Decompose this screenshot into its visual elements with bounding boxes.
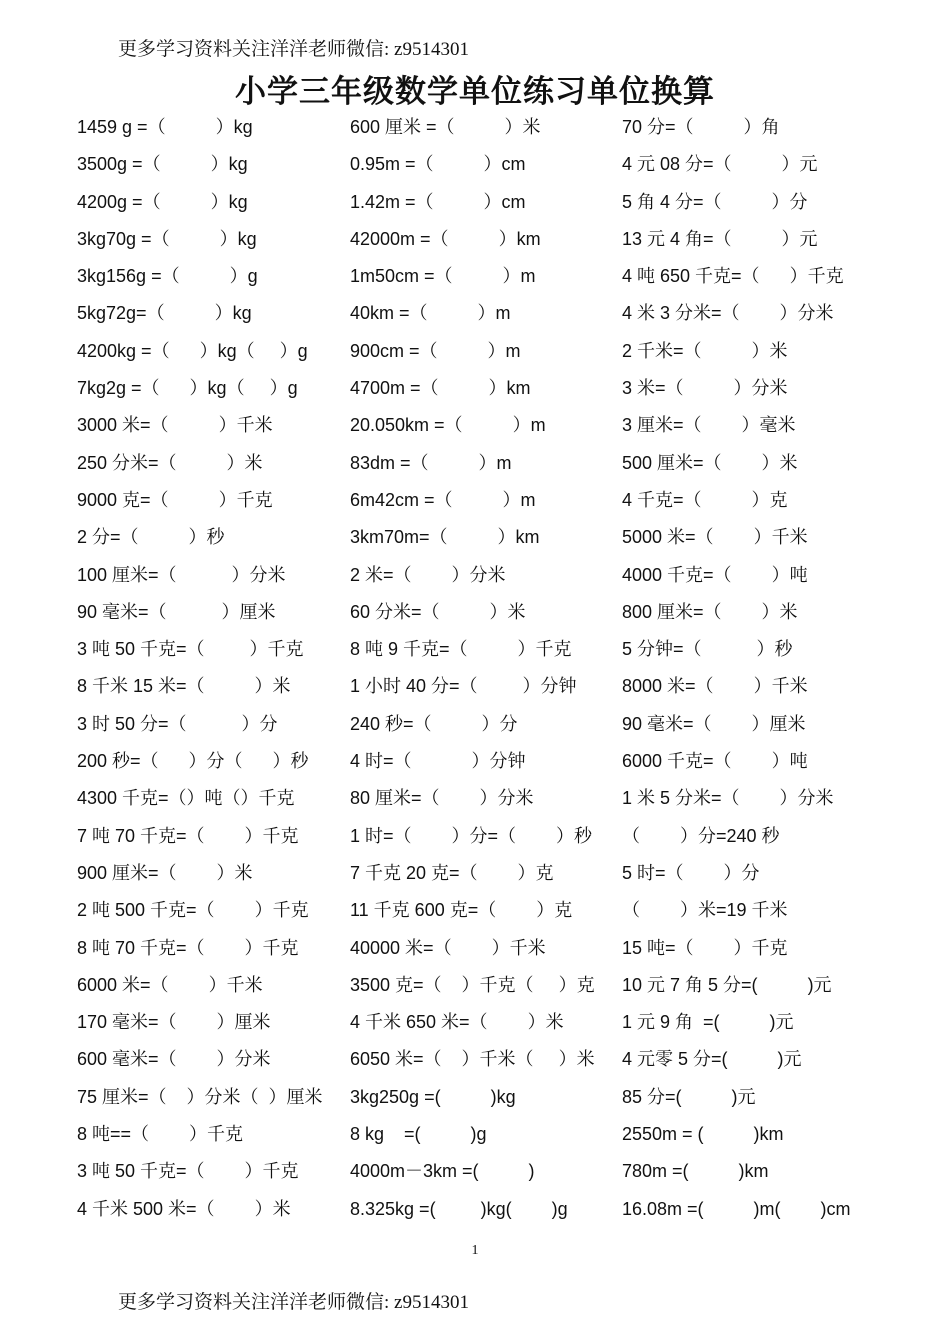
- exercise-item: 20.050km =（ ）m: [350, 415, 546, 436]
- exercise-item: 250 分米=（ ）米: [77, 452, 263, 473]
- header-note: 更多学习资料关注洋洋老师微信: z9514301: [118, 39, 469, 60]
- exercise-item: 4 元 08 分=（ ）元: [622, 154, 818, 175]
- exercise-item: 5 分钟=（ ）秒: [622, 639, 793, 660]
- exercise-item: 83dm =（ ）m: [350, 452, 512, 473]
- exercise-item: 3 厘米=（ ）毫米: [622, 415, 796, 436]
- exercise-column-2: [350, 109, 595, 1228]
- exercise-item: 6050 米=（ ）千米（ ）米: [350, 1049, 595, 1070]
- exercise-item: 5 时=（ ）分: [622, 862, 760, 883]
- exercise-item: 3kg156g =（ ）g: [77, 266, 258, 287]
- page-number: 1: [471, 1243, 479, 1258]
- exercise-item: 3km70m=（ ）km: [350, 527, 540, 548]
- exercise-item: 900 厘米=（ ）米: [77, 862, 253, 883]
- exercise-item: 10 元 7 角 5 分=( )元: [622, 974, 832, 995]
- exercise-item: 16.08m =( )m( )cm: [622, 1198, 851, 1219]
- exercise-item: 100 厘米=（ ）分米: [77, 564, 286, 585]
- exercise-item: 75 厘米=（ ）分米（ ）厘米: [77, 1086, 323, 1107]
- exercise-item: 1.42m =（ ）cm: [350, 191, 526, 212]
- exercise-item: 2 米=（ ）分米: [350, 564, 506, 585]
- exercise-item: 4 时=（ ）分钟: [350, 751, 526, 772]
- exercise-item: 1 米 5 分米=（ ）分米: [622, 788, 834, 809]
- exercise-item: 4200g =（ ）kg: [77, 191, 248, 212]
- exercise-item: 42000m =（ ）km: [350, 228, 541, 249]
- exercise-item: 0.95m =（ ）cm: [350, 154, 526, 175]
- exercise-item: 3 时 50 分=（ ）分: [77, 713, 278, 734]
- exercise-item: 4000m－3km =( ): [350, 1161, 535, 1182]
- exercise-item: 780m =( )km: [622, 1161, 769, 1182]
- footer-note: 更多学习资料关注洋洋老师微信: z9514301: [118, 1292, 469, 1313]
- exercise-item: 1459 g =（ ）kg: [77, 117, 253, 137]
- exercise-item: 900cm =（ ）m: [350, 340, 521, 361]
- exercise-item: 9000 克=（ ）千克: [77, 489, 273, 510]
- exercise-item: 15 吨=（ ）千克: [622, 937, 788, 958]
- exercise-item: 600 厘米 =（ ）米: [350, 117, 541, 137]
- exercise-item: 800 厘米=（ ）米: [622, 601, 798, 622]
- exercise-item: 4 千克=（ ）克: [622, 489, 788, 510]
- exercise-item: 5000 米=（ ）千米: [622, 527, 808, 548]
- exercise-item: 3 吨 50 千克=（ ）千克: [77, 1161, 299, 1182]
- exercise-item: 4700m =（ ）km: [350, 378, 531, 399]
- exercise-item: 2 吨 500 千克=（ ）千克: [77, 900, 309, 921]
- exercise-item: 6000 千克=（ ）吨: [622, 751, 808, 772]
- exercise-item: 3000 米=（ ）千米: [77, 415, 273, 436]
- exercise-item: 1 小时 40 分=（ ）分钟: [350, 676, 577, 697]
- exercise-item: 8 吨==（ ）千克: [77, 1124, 244, 1145]
- exercise-item: 4200kg =（ ）kg（ ）g: [77, 340, 308, 361]
- exercise-column-3: [622, 109, 851, 1228]
- exercise-item: 200 秒=（ ）分（ ）秒: [77, 751, 309, 772]
- exercise-item: 8.325kg =( )kg( )g: [350, 1198, 568, 1219]
- exercise-item: 2 千米=（ ）米: [622, 340, 788, 361]
- exercise-item: 80 厘米=（ ）分米: [350, 788, 534, 809]
- exercise-item: 11 千克 600 克=（ ）克: [350, 900, 573, 921]
- exercise-item: 600 毫米=（ ）分米: [77, 1049, 271, 1070]
- exercise-item: 60 分米=（ ）米: [350, 601, 526, 622]
- exercise-item: 4000 千克=（ ）吨: [622, 564, 808, 585]
- exercise-item: 3kg70g =（ ）kg: [77, 228, 257, 249]
- exercise-column-1: [77, 109, 323, 1228]
- exercise-item: 13 元 4 角=（ ）元: [622, 228, 818, 249]
- exercise-item: 8 吨 70 千克=（ ）千克: [77, 937, 299, 958]
- exercise-item: 170 毫米=（ ）厘米: [77, 1012, 271, 1033]
- exercise-item: 7kg2g =（ ）kg（ ）g: [77, 378, 298, 399]
- exercise-item: 3kg250g =( )kg: [350, 1086, 516, 1107]
- exercise-item: 85 分=( )元: [622, 1086, 756, 1107]
- exercise-item: 40km =（ ）m: [350, 303, 511, 324]
- exercise-item: 4300 千克=（）吨（）千克: [77, 788, 295, 809]
- exercise-item: 4 千米 500 米=（ ）米: [77, 1198, 291, 1219]
- exercise-item: 8 kg =( )g: [350, 1124, 487, 1145]
- exercise-item: 70 分=（ ）角: [622, 117, 780, 137]
- exercise-item: 1 时=（ ）分=（ ）秒: [350, 825, 593, 846]
- exercise-item: 3 米=（ ）分米: [622, 378, 788, 399]
- exercise-item: 3500 克=（ ）千克（ ）克: [350, 974, 595, 995]
- exercise-item: 2 分=（ ）秒: [77, 527, 225, 548]
- exercise-item: （ ）米=19 千米: [622, 900, 788, 921]
- exercise-item: 2550m = ( )km: [622, 1124, 784, 1145]
- exercise-item: （ ）分=240 秒: [622, 825, 780, 846]
- exercise-item: 240 秒=（ ）分: [350, 713, 518, 734]
- exercise-item: 500 厘米=（ ）米: [622, 452, 798, 473]
- exercise-item: 5 角 4 分=（ ）分: [622, 191, 808, 212]
- exercise-item: 3500g =（ ）kg: [77, 154, 248, 175]
- exercise-item: 1 元 9 角 =( )元: [622, 1012, 794, 1033]
- exercise-item: 40000 米=（ ）千米: [350, 937, 546, 958]
- exercise-item: 1m50cm =（ ）m: [350, 266, 536, 287]
- exercise-item: 6000 米=（ ）千米: [77, 974, 263, 995]
- exercise-item: 4 吨 650 千克=（ ）千克: [622, 266, 844, 287]
- exercise-item: 7 吨 70 千克=（ ）千克: [77, 825, 299, 846]
- exercise-item: 8 吨 9 千克=（ ）千克: [350, 639, 572, 660]
- exercise-item: 6m42cm =（ ）m: [350, 489, 536, 510]
- page-title: 小学三年级数学单位练习单位换算: [235, 74, 715, 110]
- exercise-item: 4 元零 5 分=( )元: [622, 1049, 802, 1070]
- exercise-item: 90 毫米=（ ）厘米: [622, 713, 806, 734]
- exercise-item: 8000 米=（ ）千米: [622, 676, 808, 697]
- exercise-item: 8 千米 15 米=（ ）米: [77, 676, 291, 697]
- exercise-item: 7 千克 20 克=（ ）克: [350, 862, 554, 883]
- exercise-item: 5kg72g=（ ）kg: [77, 303, 252, 324]
- exercise-item: 4 千米 650 米=（ ）米: [350, 1012, 564, 1033]
- exercise-item: 3 吨 50 千克=（ ）千克: [77, 639, 304, 660]
- exercise-item: 4 米 3 分米=（ ）分米: [622, 303, 834, 324]
- exercise-item: 90 毫米=（ ）厘米: [77, 601, 276, 622]
